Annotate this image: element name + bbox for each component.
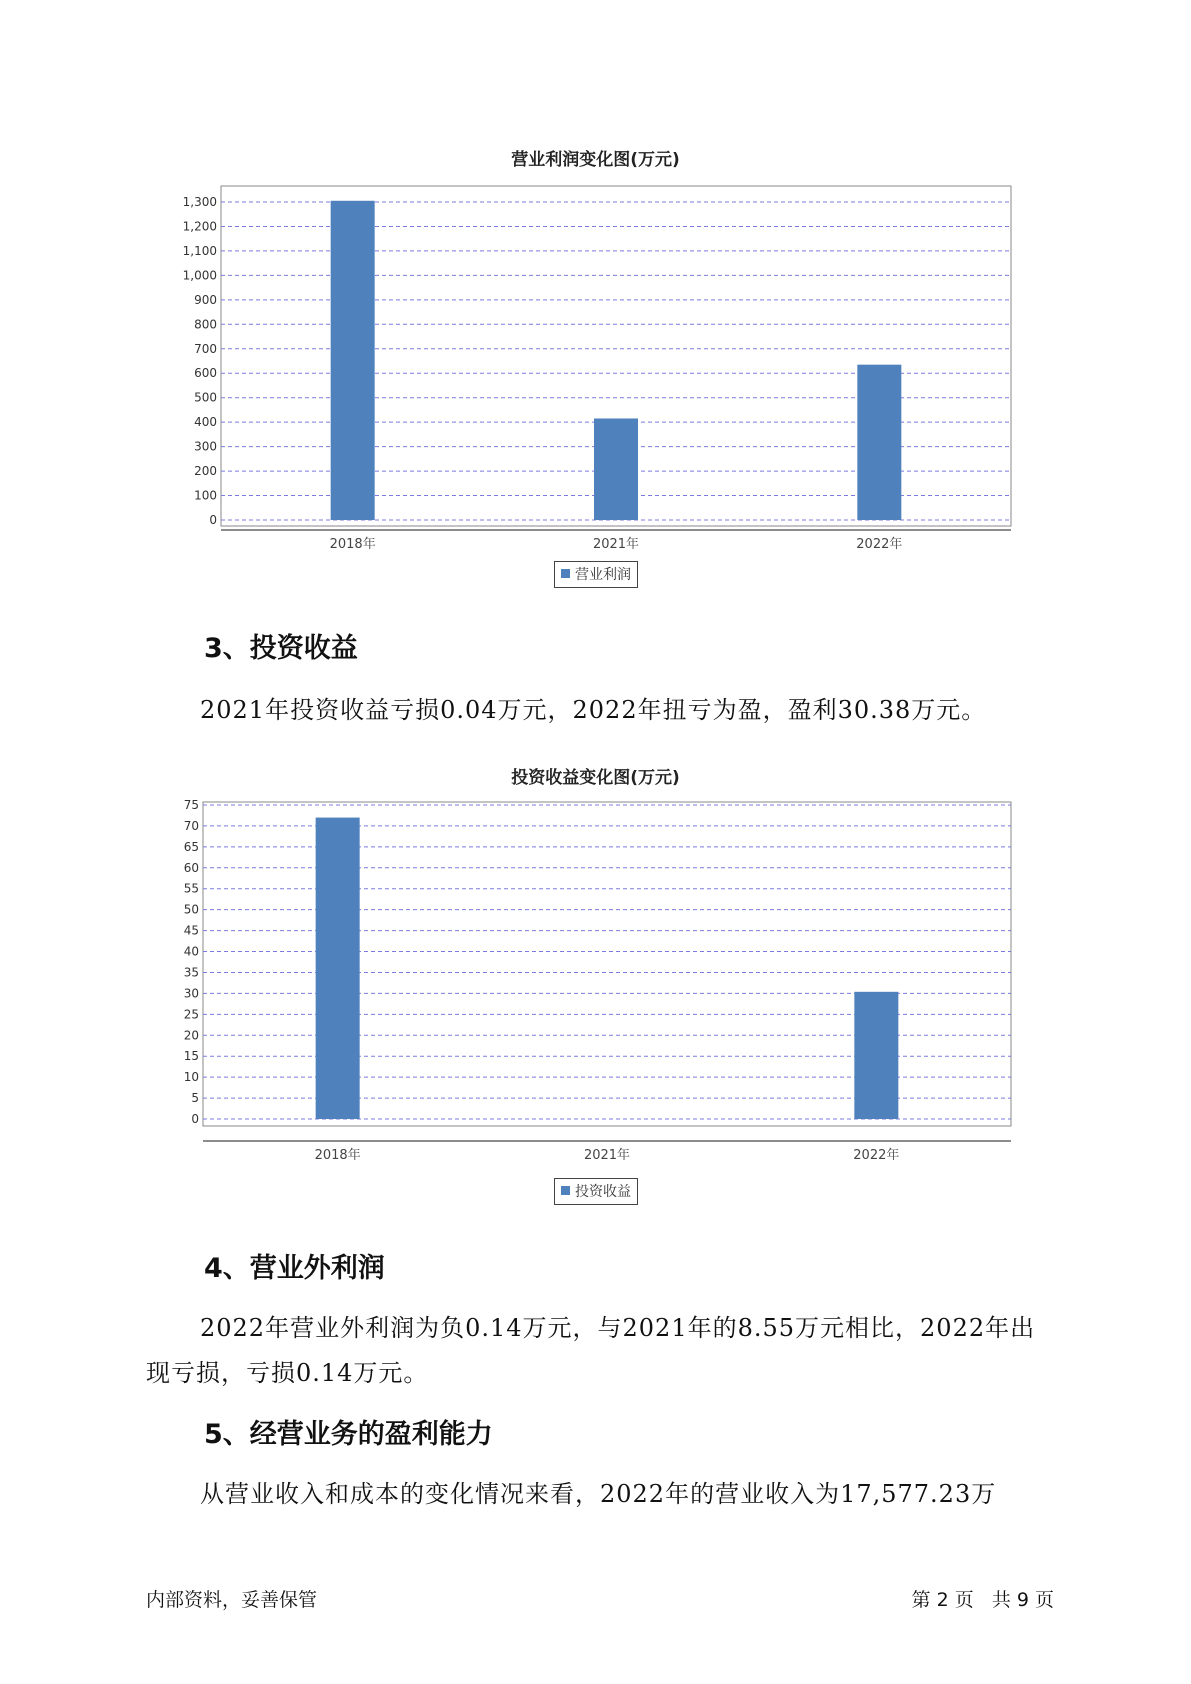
y-tick-label: 700 <box>194 341 217 356</box>
section4-paragraph: 2022年营业外利润为负0.14万元，与2021年的8.55万元相比，2022年出现亏损，亏损0.14万元。 <box>146 1314 1036 1387</box>
y-tick-label: 20 <box>183 1028 199 1043</box>
chart2-title: 投资收益变化图(万元) <box>511 768 680 788</box>
y-tick-label: 5 <box>191 1091 199 1106</box>
section5-heading: 5、经营业务的盈利能力 <box>204 1419 493 1450</box>
footer-confidential: 内部资料，妥善保管 <box>146 1589 318 1611</box>
y-tick-label: 55 <box>183 881 199 896</box>
y-tick-label: 1,000 <box>182 268 217 283</box>
y-tick-label: 30 <box>183 986 199 1001</box>
y-tick-label: 0 <box>191 1112 199 1126</box>
y-tick-label: 1,100 <box>182 243 217 258</box>
y-tick-label: 1,200 <box>182 219 217 234</box>
x-tick-label: 2022年 <box>853 1148 900 1163</box>
y-tick-label: 400 <box>194 415 217 430</box>
y-tick-label: 70 <box>183 818 199 833</box>
chart1-title: 营业利润变化图(万元) <box>511 150 680 170</box>
x-tick-label: 2021年 <box>583 1148 631 1163</box>
y-tick-label: 40 <box>183 944 199 959</box>
x-tick-label: 2022年 <box>856 537 903 552</box>
y-tick-label: 900 <box>194 292 217 307</box>
y-tick-label: 60 <box>183 860 199 875</box>
legend-swatch <box>561 1186 570 1195</box>
y-tick-label: 15 <box>183 1049 199 1064</box>
y-tick-label: 65 <box>183 839 199 854</box>
bar-2018年 <box>316 818 360 1119</box>
bar-2022年 <box>854 992 898 1119</box>
footer-page-number: 第 2 页 共 9 页 <box>911 1589 1054 1611</box>
y-tick-label: 300 <box>194 439 217 454</box>
x-tick-label: 2018年 <box>314 1148 361 1163</box>
y-tick-label: 100 <box>194 488 217 503</box>
y-tick-label: 35 <box>183 965 199 980</box>
chart2-legend <box>554 1178 638 1205</box>
y-tick-label: 50 <box>183 902 199 917</box>
x-tick-label: 2021年 <box>592 537 640 552</box>
y-tick-label: 75 <box>183 798 199 812</box>
x-tick-label: 2018年 <box>329 537 376 552</box>
section4-heading: 4、营业外利润 <box>204 1253 385 1284</box>
y-tick-label: 25 <box>183 1007 199 1022</box>
y-tick-label: 200 <box>194 464 217 479</box>
y-tick-label: 800 <box>194 317 217 332</box>
section5-paragraph: 从营业收入和成本的变化情况来看，2022年的营业收入为17,577.23万 <box>200 1480 997 1508</box>
y-tick-label: 0 <box>209 513 217 527</box>
y-tick-label: 1,300 <box>182 195 217 209</box>
y-tick-label: 600 <box>194 366 217 381</box>
y-tick-label: 500 <box>194 390 217 405</box>
chart2-legend-label: 投资收益 <box>575 1184 631 1200</box>
section3-paragraph: 2021年投资收益亏损0.04万元，2022年扭亏为盈，盈利30.38万元。 <box>200 696 987 724</box>
y-tick-label: 10 <box>183 1070 199 1085</box>
section3-heading: 3、投资收益 <box>204 633 358 664</box>
y-tick-label: 45 <box>183 923 199 938</box>
chart1-legend-label: 营业利润 <box>575 567 631 583</box>
